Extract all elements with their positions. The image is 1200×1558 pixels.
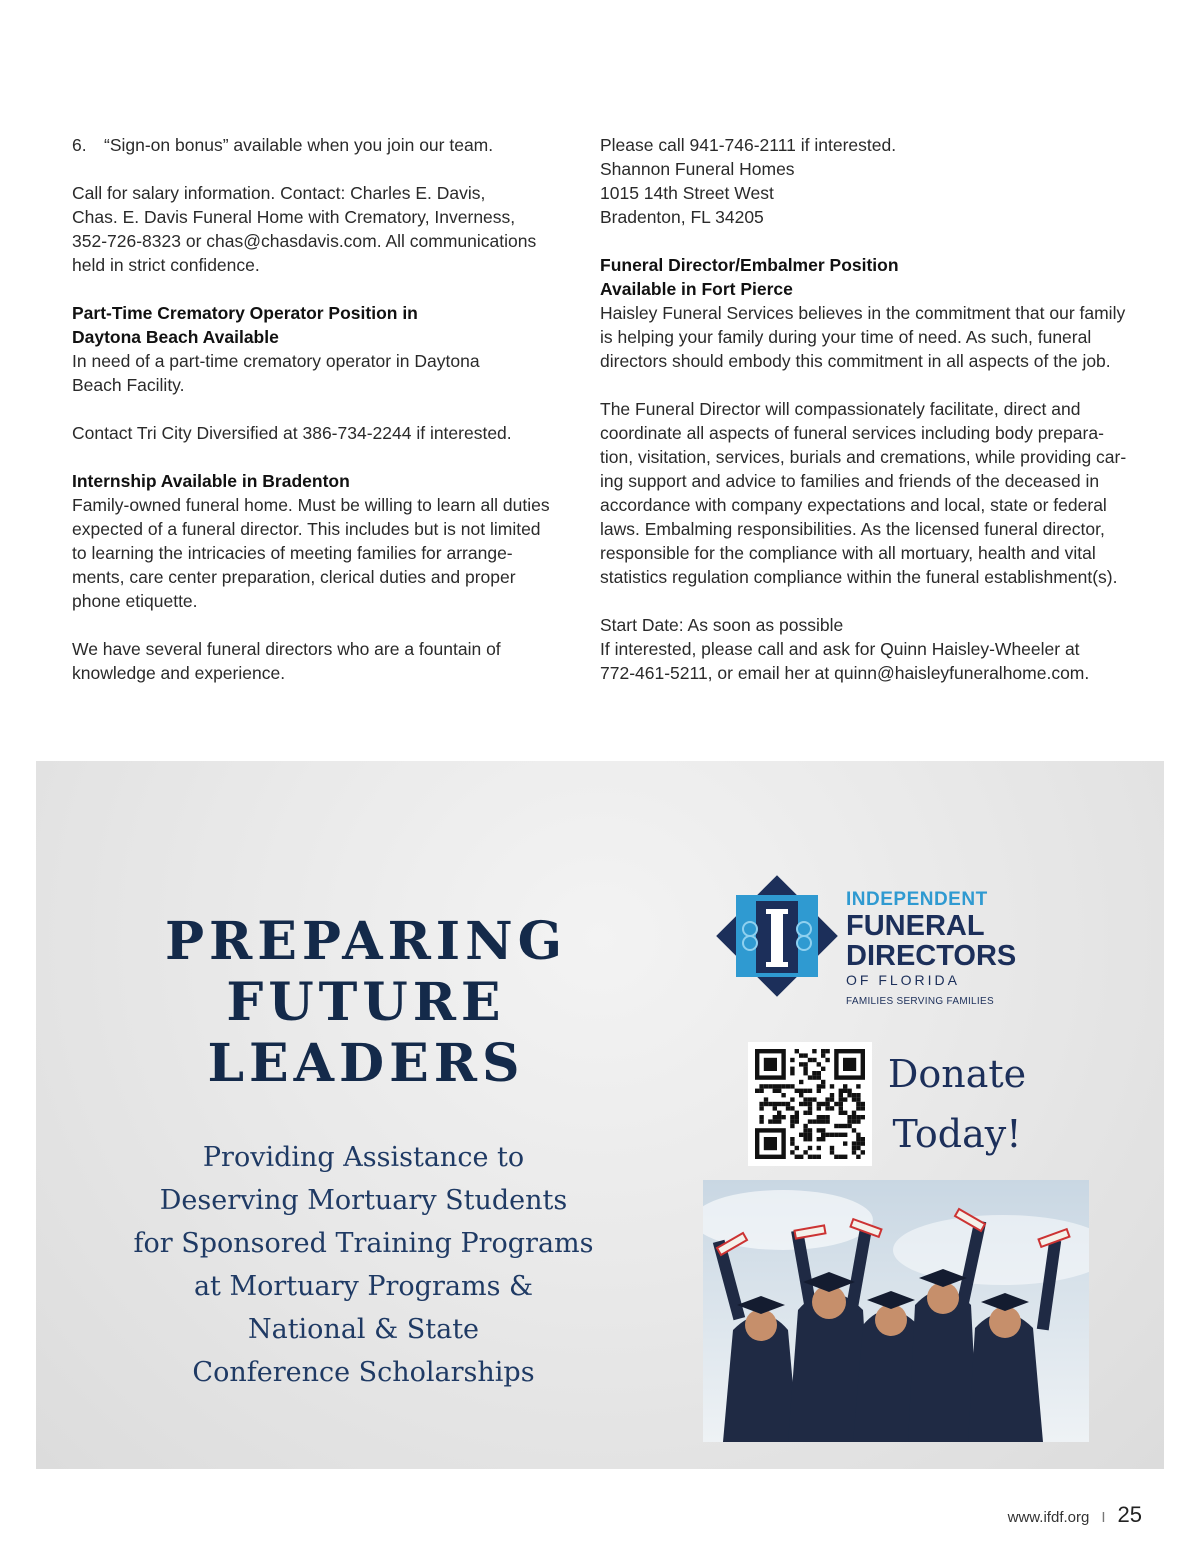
logo-tagline: FAMILIES SERVING FAMILIES [846,996,994,1007]
embalmer-intro: directors should embody this commitment in all aspects of the job. [600,351,1111,371]
internship-extra: knowledge and experience. [72,663,286,683]
headline-line: PREPARING [164,911,568,972]
shannon-line: 1015 14th Street West [600,183,774,203]
ifdf-logo [712,871,1042,1011]
internship-heading: Internship Available in Bradenton [72,471,350,491]
embalmer-duties: accordance with company expectations and local, state or federal [600,495,1107,515]
embalmer-duties: The Funeral Director will compassionately facilitate, direct and [600,399,1081,419]
salary-line: Chas. E. Davis Funeral Home with Crematory, Inverness, [72,207,516,227]
shannon-line: Shannon Funeral Homes [600,159,795,179]
logo-line: DIRECTORS [846,940,1017,972]
list-number: 6. [72,135,87,155]
right-column [600,133,1140,685]
subtext-line: Conference Scholarships [192,1357,535,1388]
embalmer-duties: statistics regulation compliance within the funeral establishment(s). [600,567,1118,587]
subtext-line: for Sponsored Training Programs [133,1228,594,1259]
graduates-photo [703,1180,1089,1442]
embalmer-heading: Available in Fort Pierce [600,279,793,299]
internship-extra: We have several funeral directors who are a fountain of [72,639,501,659]
page-footer [1008,1502,1142,1528]
embalmer-duties: coordinate all aspects of funeral services including body prepara- [600,423,1104,443]
shannon-line: Please call 941-746-2111 if interested. [600,135,897,155]
embalmer-duties: ing support and advice to families and friends of the deceased in [600,471,1100,491]
subtext-line: at Mortuary Programs & [193,1271,534,1302]
scholarship-ad [36,761,1164,1469]
embalmer-intro: is helping your family during your time of need. As such, funeral [600,327,1092,347]
embalmer-duties: laws. Embalming responsibilities. As the licensed funeral director, [600,519,1105,539]
logo-line: OF FLORIDA [846,972,961,988]
crematory-heading: Part-Time Crematory Operator Position in [72,303,418,323]
footer-url[interactable]: www.ifdf.org [1007,1509,1090,1526]
internship-body: Family-owned funeral home. Must be willing to learn all duties [72,495,550,515]
subtext-line: Deserving Mortuary Students [159,1185,568,1216]
internship-body: to learning the intricacies of meeting families for arrange- [72,543,513,563]
donate-line: Donate [887,1052,1027,1096]
footer-separator: I [1101,1509,1106,1526]
crematory-body: In need of a part-time crematory operator in Daytona [72,351,480,371]
shannon-line: Bradenton, FL 34205 [600,207,764,227]
embalmer-contact: If interested, please call and ask for Quinn Haisley-Wheeler at [600,639,1080,659]
ifdf-emblem-icon [712,871,842,1001]
crematory-heading: Daytona Beach Available [72,327,279,347]
headline-line: FUTURE [226,972,506,1033]
embalmer-intro: Haisley Funeral Services believes in the commitment that our family [600,303,1126,323]
qr-code-icon[interactable] [748,1042,872,1166]
internship-body: phone etiquette. [72,591,198,611]
subtext-line: Providing Assistance to [202,1142,525,1173]
logo-line: INDEPENDENT [846,889,988,910]
embalmer-contact: 772-461-5211, or email her at quinn@haisleyfuneralhome.com. [600,663,1090,683]
headline-line: LEADERS [207,1033,525,1094]
embalmer-duties: responsible for the compliance with all mortuary, health and vital [600,543,1096,563]
internship-body: expected of a funeral director. This includes but is not limited [72,519,541,539]
embalmer-heading: Funeral Director/Embalmer Position [600,255,899,275]
logo-line: FUNERAL [846,910,985,942]
ad-subtext [126,1136,601,1394]
donate-line: Today! [892,1112,1022,1156]
crematory-body: Beach Facility. [72,375,185,395]
internship-body: ments, care center preparation, clerical duties and proper [72,567,516,587]
donate-text [886,1044,1028,1164]
list-text: “Sign-on bonus” available when you join our team. [104,135,494,155]
list-item-6 [72,133,567,157]
page-number: 25 [1117,1502,1142,1527]
ad-headline [156,911,576,1094]
embalmer-contact: Start Date: As soon as possible [600,615,844,635]
subtext-line: National & State [247,1314,480,1345]
left-column [72,133,567,685]
salary-line: held in strict confidence. [72,255,260,275]
crematory-contact: Contact Tri City Diversified at 386-734-2244 if interested. [72,423,512,443]
embalmer-duties: tion, visitation, services, burials and cremations, while providing car- [600,447,1127,467]
salary-line: 352-726-8323 or chas@chasdavis.com. All communications [72,231,537,251]
salary-line: Call for salary information. Contact: Charles E. Davis, [72,183,486,203]
